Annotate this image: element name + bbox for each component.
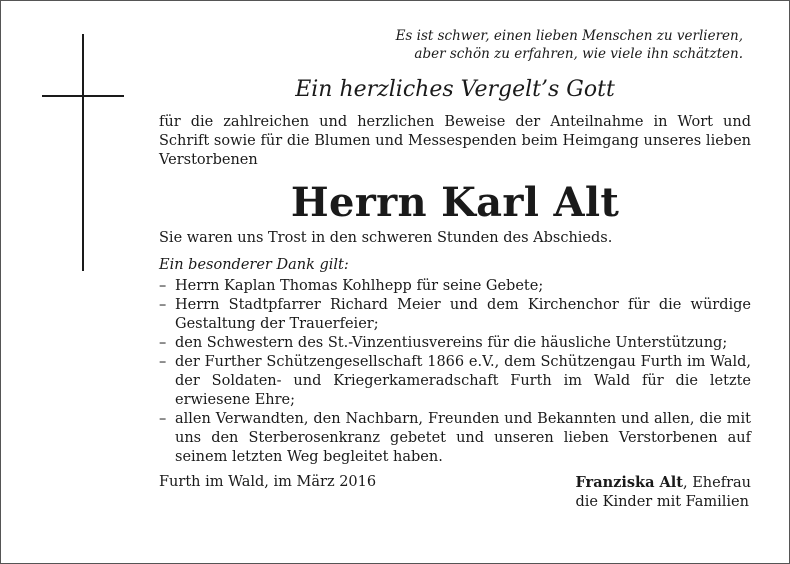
list-item xyxy=(159,410,751,467)
signer-role: , Ehefrau xyxy=(682,475,751,491)
cross-horizontal-bar xyxy=(42,95,124,97)
signature-block xyxy=(576,473,751,512)
signer-name: Franziska Alt xyxy=(575,474,683,491)
list-item xyxy=(159,296,751,334)
comfort-sentence: Sie waren uns Trost in den schweren Stunden des Abschieds. xyxy=(159,230,613,246)
list-item xyxy=(159,353,751,410)
thanks-heading: Ein herzliches Vergelt’s Gott xyxy=(295,77,615,102)
list-dash: – xyxy=(159,411,167,427)
signer-line-2: die Kinder mit Familien xyxy=(575,494,749,510)
motto-quote xyxy=(159,27,743,63)
signer-line-1 xyxy=(576,473,751,493)
motto-line-1: Es ist schwer, einen lieben Menschen zu verlieren, xyxy=(395,28,743,44)
list-item-text: der Further Schützengesellschaft 1866 e.V., dem Schützengau Furth im Wald, der Soldaten- und Kriegerkameradschaft Furth im Wald für die letzte erwiesene Ehre; xyxy=(175,354,751,408)
list-dash: – xyxy=(159,354,167,370)
list-dash: – xyxy=(159,335,167,351)
list-item-text: Herrn Kaplan Thomas Kohlhepp für seine Gebete; xyxy=(175,278,544,294)
list-item-text: allen Verwandten, den Nachbarn, Freunden und Bekannten und allen, die mit uns den Sterberosenkranz gebetet und unseren lieben Verstorbenen auf seinem letzten Weg begleitet haben. xyxy=(175,411,751,465)
motto-line-2: aber schön zu erfahren, wie viele ihn schätzten. xyxy=(414,46,743,62)
list-dash: – xyxy=(159,297,167,313)
list-item-text: Herrn Stadtpfarrer Richard Meier und dem Kirchenchor für die würdige Gestaltung der Trauerfeier; xyxy=(175,297,751,332)
cross-vertical-bar xyxy=(82,34,84,271)
list-item-text: den Schwestern des St.-Vinzentiusvereins für die häusliche Unterstützung; xyxy=(175,335,728,351)
list-item xyxy=(159,334,751,353)
intro-paragraph: für die zahlreichen und herzlichen Beweise der Anteilnahme in Wort und Schrift sowie für die Blumen und Messespenden beim Heimgang unseres lieben Verstorbenen xyxy=(159,114,751,168)
special-thanks-title: Ein besonderer Dank gilt: xyxy=(159,257,349,273)
notice-content xyxy=(159,27,751,512)
list-dash: – xyxy=(159,278,167,294)
place-date: Furth im Wald, im März 2016 xyxy=(159,474,377,490)
deceased-name: Herrn Karl Alt xyxy=(290,179,620,226)
notice-footer xyxy=(159,473,751,512)
list-item xyxy=(159,277,751,296)
special-thanks-list xyxy=(159,277,751,467)
